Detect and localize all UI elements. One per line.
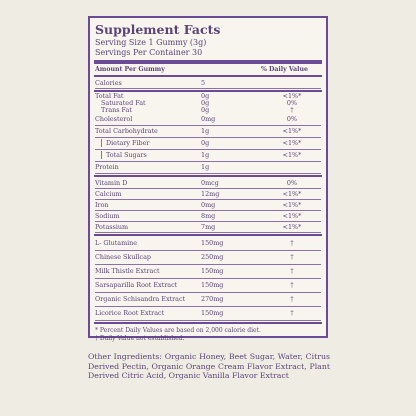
nutrient-name: Total Sugars — [95, 150, 201, 161]
divider — [94, 175, 322, 177]
nutrient-row — [95, 222, 321, 233]
supplement-facts-panel — [88, 16, 328, 342]
thick-divider — [94, 60, 322, 64]
nutrient-name: Calories — [95, 79, 122, 87]
nutrient-daily-value: † — [290, 309, 294, 317]
footnote-daily-values: * Percent Daily Values are based on 2,000 calorie diet. — [95, 327, 261, 334]
nutrient-daily-value — [263, 78, 321, 88]
nutrient-daily-value: <1%* — [282, 190, 302, 198]
panel-title: Supplement Facts — [95, 22, 221, 37]
calories-block — [95, 78, 321, 89]
other-ingredients: Other Ingredients: Organic Honey, Beet Sugar, Water, Citrus Derived Pectin, Organic Orange Cream Flavor Extract, Plant Derived Citric Acid, Organic Vanilla Flavor Extract — [88, 352, 330, 381]
nutrient-name: Organic Schisandra Extract — [95, 295, 186, 303]
nutrient-name: Vitamin D — [95, 179, 128, 187]
nutrient-name: Saturated Fat — [101, 99, 146, 107]
nutrient-row — [95, 189, 321, 200]
nutrient-amount: 0mg — [201, 115, 216, 123]
nutrient-name: L- Glutamine — [95, 239, 138, 247]
divider — [94, 75, 322, 77]
nutrient-row — [95, 251, 321, 265]
nutrient-daily-value: <1%* — [282, 127, 302, 135]
footnotes — [95, 327, 321, 343]
nutrient-amount: 12mg — [201, 190, 220, 198]
nutrient-daily-value: † — [290, 106, 294, 114]
nutrient-daily-value: † — [290, 253, 294, 261]
herbal-block — [95, 237, 321, 321]
nutrient-daily-value: † — [290, 267, 294, 275]
nutrient-daily-value: 0% — [286, 115, 298, 123]
nutrient-name: Chinese Skullcap — [95, 253, 151, 261]
nutrient-row — [95, 126, 321, 138]
nutrient-row — [95, 265, 321, 279]
nutrient-row — [95, 107, 321, 114]
nutrient-daily-value: <1%* — [282, 223, 302, 231]
nutrient-daily-value: 0% — [286, 99, 298, 107]
nutrient-name: Iron — [95, 201, 109, 209]
nutrient-name: Calcium — [95, 190, 122, 198]
nutrient-daily-value: † — [290, 281, 294, 289]
divider — [94, 322, 322, 324]
nutrient-row — [95, 279, 321, 293]
nutrient-row — [95, 178, 321, 189]
nutrient-name: Milk Thistle Extract — [95, 267, 160, 275]
nutrient-name: Trans Fat — [101, 106, 132, 114]
nutrient-daily-value: <1%* — [282, 139, 302, 147]
nutrient-daily-value: † — [290, 295, 294, 303]
nutrient-row — [95, 150, 321, 162]
nutrient-amount: 150mg — [201, 267, 224, 275]
nutrient-amount: 0g — [201, 106, 210, 114]
nutrient-amount: 1g — [201, 151, 210, 159]
nutrient-daily-value — [263, 162, 321, 173]
servings-per-container: Servings Per Container 30 — [95, 48, 203, 57]
serving-size: Serving Size 1 Gummy (3g) — [95, 38, 207, 47]
minerals-block — [95, 178, 321, 233]
nutrient-name: Potassium — [95, 223, 129, 231]
nutrient-name: Cholesterol — [95, 115, 133, 123]
nutrient-amount: 7mg — [201, 223, 216, 231]
nutrient-amount: 0g — [201, 139, 210, 147]
macros-block — [95, 93, 321, 174]
nutrient-row — [95, 162, 321, 174]
nutrient-row — [95, 237, 321, 251]
nutrient-daily-value: <1%* — [282, 92, 302, 100]
nutrient-daily-value: 0% — [286, 179, 298, 187]
divider — [94, 234, 322, 236]
table-header — [95, 65, 321, 74]
nutrient-amount: 150mg — [201, 281, 224, 289]
nutrient-daily-value: † — [290, 239, 294, 247]
nutrient-name: Total Fat — [95, 92, 124, 100]
nutrient-row — [95, 293, 321, 307]
nutrient-name: Protein — [95, 163, 119, 171]
nutrient-row — [95, 138, 321, 150]
nutrient-amount: 1g — [201, 127, 210, 135]
header-daily-value: % Daily Value — [261, 66, 308, 73]
nutrient-row — [95, 114, 321, 126]
nutrient-name: Licorice Root Extract — [95, 309, 165, 317]
nutrient-row — [95, 78, 321, 89]
nutrient-row — [95, 200, 321, 211]
nutrient-amount: 0mg — [201, 201, 216, 209]
nutrient-amount: 270mg — [201, 295, 224, 303]
nutrient-amount: 8mg — [201, 212, 216, 220]
nutrient-daily-value: <1%* — [282, 212, 302, 220]
nutrient-name: Sarsaparilla Root Extract — [95, 281, 178, 289]
nutrient-amount: 150mg — [201, 309, 224, 317]
footnote-not-established: † Daily Value not established. — [95, 335, 185, 342]
nutrient-amount: 1g — [201, 163, 210, 171]
nutrient-daily-value: <1%* — [282, 151, 302, 159]
nutrient-row — [95, 211, 321, 222]
nutrient-amount: 5 — [201, 79, 206, 87]
nutrient-amount: 0g — [201, 99, 210, 107]
nutrient-amount: 0g — [201, 92, 210, 100]
nutrient-daily-value: <1%* — [282, 201, 302, 209]
nutrient-name: Sodium — [95, 212, 120, 220]
nutrient-amount: 150mg — [201, 239, 224, 247]
nutrient-name: Total Carbohydrate — [95, 127, 158, 135]
nutrient-amount: 250mg — [201, 253, 224, 261]
nutrient-amount: 0mcg — [201, 179, 219, 187]
nutrient-row — [95, 307, 321, 321]
nutrient-name: Dietary Fiber — [95, 138, 201, 149]
header-amount-per-gummy: Amount Per Gummy — [95, 66, 165, 73]
